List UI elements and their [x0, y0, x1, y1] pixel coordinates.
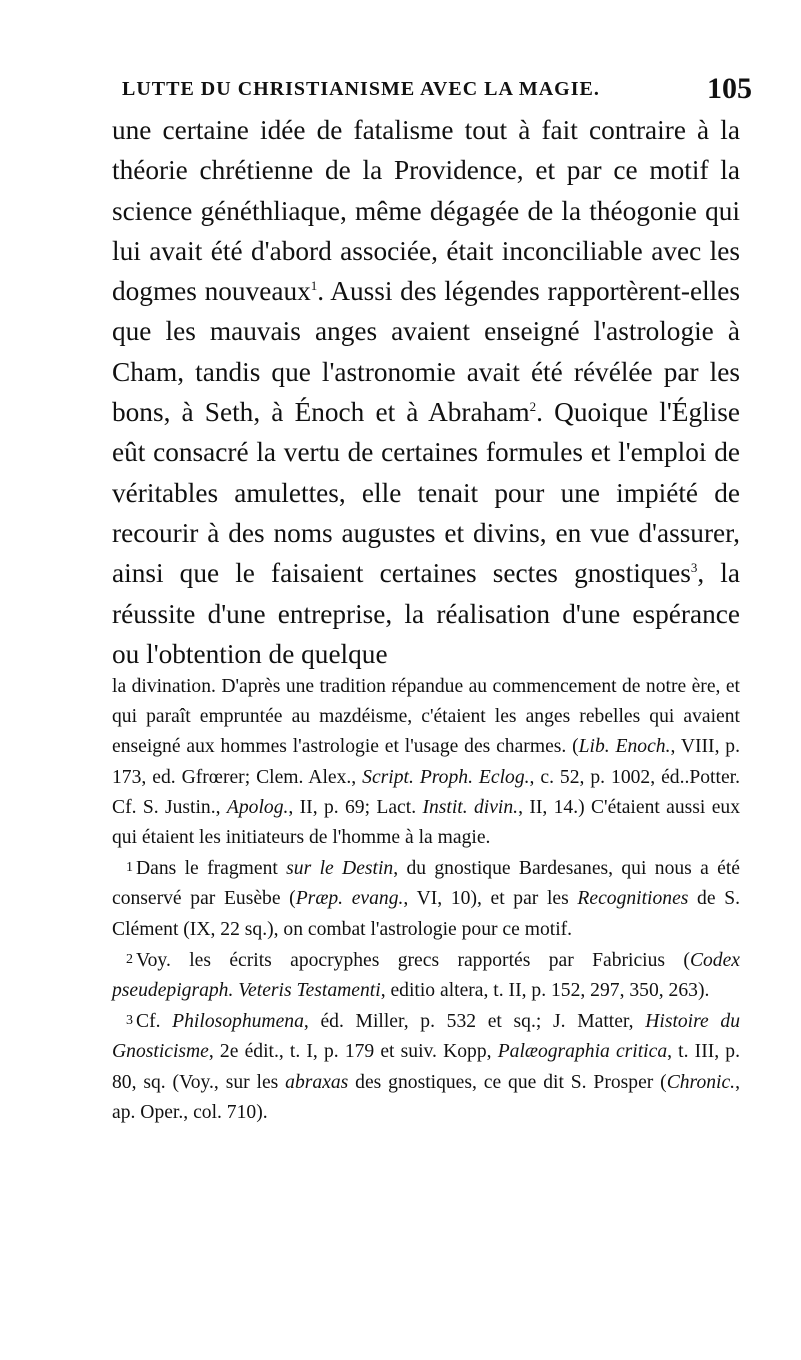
- citation-title: Philosophumena: [172, 1011, 304, 1033]
- note-text: des gnostiques, ce que dit S. Prosper (: [348, 1071, 667, 1093]
- note-text: , VI, 10), et par les: [403, 888, 578, 910]
- footnote-ref-2[interactable]: 2: [529, 398, 537, 414]
- note-text: la divination. D'après une tradition répandue au commencement de notre ère, et qui paraît empruntée au mazdéisme, c'étaient les anges rebelles qui avaient enseigné aux hommes l'astrologie et l'usage des charmes. (: [112, 676, 740, 758]
- citation-title: Script. Proph. Eclog.: [362, 766, 530, 788]
- note-text: , c. 52, p. 1002, éd..Potter. Cf. S. Justin.,: [112, 766, 740, 818]
- footnotes: [112, 672, 740, 1128]
- page-number: 105: [707, 72, 752, 105]
- main-text-part-4: , la réussite d'une entreprise, la réalisation d'une espérance ou l'obtention de quelque: [112, 558, 740, 669]
- footnote-1: [112, 853, 740, 945]
- footnote-ref-1[interactable]: 1: [310, 278, 318, 294]
- citation-title: Histoire du Gnosticisme: [112, 1011, 740, 1063]
- footnote-2: [112, 945, 740, 1006]
- note-text: , du gnostique Bardesanes, qui nous a été conservé par Eusèbe (: [112, 858, 741, 910]
- note-text: , ap. Oper., col. 710).: [112, 1071, 740, 1123]
- note-text: de S. Clément (IX, 22 sq.), on combat l'astrologie pour ce motif.: [112, 888, 740, 940]
- footnote-number: 3: [126, 1013, 133, 1029]
- note-text: , VIII, p. 173, ed. Gfrœrer; Clem. Alex.,: [112, 736, 741, 788]
- note-text: , éd. Miller, p. 532 et sq.; J. Matter,: [303, 1011, 646, 1033]
- citation-title: abraxas: [285, 1071, 349, 1093]
- main-text-part-1: une certaine idée de fatalisme tout à fait contraire à la théorie chrétienne de la Providence, et par ce motif la science généthliaque, même dégagée de la théogonie qui lui avait été d'abord associée, était inconciliable avec les dogmes nouveaux: [112, 115, 740, 307]
- note-text: , editio altera, t. II, p. 152, 297, 350, 263).: [380, 980, 710, 1002]
- note-text: Voy. les écrits apocryphes grecs rapportés par Fabricius (: [136, 949, 690, 971]
- note-text: Dans le fragment: [136, 858, 287, 880]
- footnote-number: 1: [126, 860, 133, 876]
- page-header: [112, 72, 752, 106]
- note-text: , t. III, p. 80, sq. (Voy., sur les: [112, 1041, 740, 1093]
- note-text: , 2e édit., t. I, p. 179 et suiv. Kopp,: [208, 1041, 498, 1063]
- citation-title: Recognitiones: [577, 888, 689, 910]
- citation-title: sur le Destin: [286, 858, 394, 880]
- citation-title: Præp. evang.: [295, 888, 404, 910]
- footnote-ref-3[interactable]: 3: [690, 560, 698, 576]
- citation-title: Apolog.: [226, 796, 289, 818]
- main-text-part-2: . Aussi des légendes rapportèrent-elles que les mauvais anges avaient enseigné l'astrologie à Cham, tandis que l'astronomie avait été révélée par les bons, à Seth, à Énoch et à Abraham: [112, 276, 740, 428]
- main-text-part-3: . Quoique l'Église eût consacré la vertu de certaines formules et l'emploi de véritables amulettes, elle tenait pour une impiété de recourir à des noms augustes et divins, en vue d'assurer, ainsi que le faisaient certaines sectes gnostiques: [112, 397, 741, 589]
- note-text: , II, p. 69; Lact.: [288, 796, 423, 818]
- citation-title: Chronic.: [666, 1071, 736, 1093]
- citation-title: Lib. Enoch.: [578, 736, 671, 758]
- main-paragraph: [112, 110, 740, 674]
- footnote-number: 2: [126, 951, 133, 967]
- note-text: , II, 14.) C'étaient aussi eux qui étaient les initiateurs de l'homme à la magie.: [112, 796, 740, 849]
- citation-title: Instit. divin.: [422, 796, 519, 818]
- citation-title: Palæographia critica: [497, 1041, 668, 1063]
- note-text: Cf.: [136, 1011, 173, 1033]
- running-head: LUTTE DU CHRISTIANISME AVEC LA MAGIE.: [122, 78, 600, 100]
- citation-title: Codex pseudepigraph. Veteris Testamenti: [112, 949, 740, 1002]
- footnote-3: [112, 1006, 740, 1128]
- footnote-continuation: [112, 672, 740, 853]
